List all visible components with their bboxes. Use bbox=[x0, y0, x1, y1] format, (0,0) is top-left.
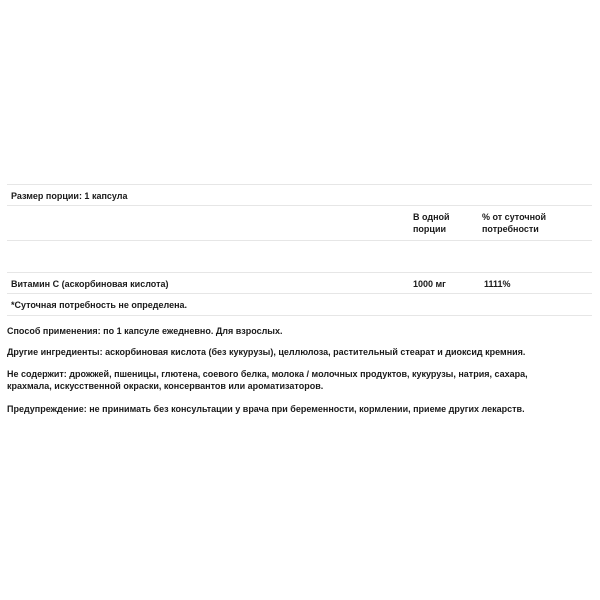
nutrient-daily-value: 1111% bbox=[484, 279, 511, 289]
table-divider bbox=[7, 272, 592, 273]
table-divider bbox=[7, 205, 592, 206]
daily-value-header-line2: потребности bbox=[482, 224, 539, 234]
table-divider-top bbox=[7, 184, 592, 185]
warning-text: Предупреждение: не принимать без консультации у врача при беременности, кормлении, приеме других лекарств. bbox=[7, 404, 525, 414]
per-serving-header-line2: порции bbox=[413, 224, 447, 234]
daily-value-header-line1: % от суточной bbox=[482, 212, 547, 222]
other-ingredients-text: Другие ингредиенты: аскорбиновая кислота (без кукурузы), целлюлоза, растительный стеарат и диоксид кремния. bbox=[7, 347, 526, 357]
serving-size: Размер порции: 1 капсула bbox=[11, 191, 128, 201]
usage-text: Способ применения: по 1 капсуле ежедневно. Для взрослых. bbox=[7, 326, 283, 336]
table-divider-bottom bbox=[7, 315, 592, 316]
does-not-contain-line1: Не содержит: дрожжей, пшеницы, глютена, соевого белка, молока / молочных продуктов, кукурузы, натрия, сахара, bbox=[7, 369, 528, 379]
nutrient-name: Витамин С (аскорбиновая кислота) bbox=[11, 279, 169, 289]
nutrient-amount: 1000 мг bbox=[413, 279, 446, 289]
does-not-contain-line2: крахмала, искусственной окраски, консервантов или ароматизаторов. bbox=[7, 381, 324, 391]
table-divider bbox=[7, 293, 592, 294]
footnote: *Суточная потребность не определена. bbox=[11, 300, 188, 310]
table-divider bbox=[7, 240, 592, 241]
per-serving-header-line1: В одной bbox=[413, 212, 450, 222]
